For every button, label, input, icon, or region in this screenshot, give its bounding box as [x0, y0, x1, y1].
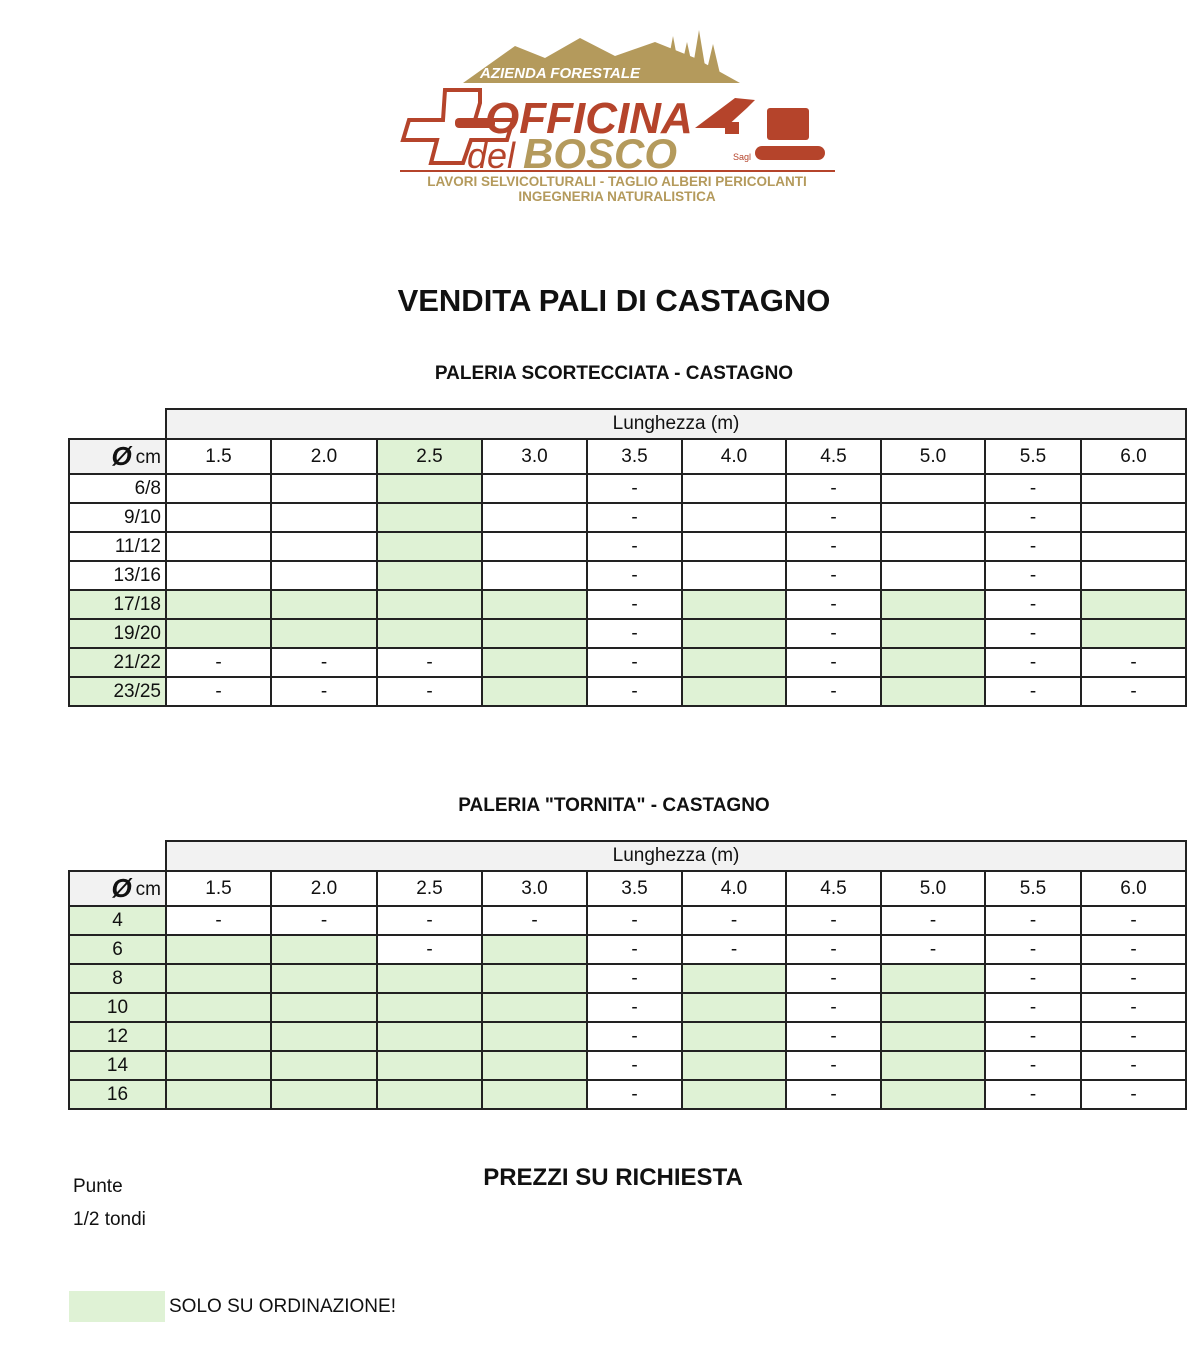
cell-unavailable: -	[587, 993, 682, 1022]
row-diameter-label: 6/8	[69, 474, 166, 503]
cell-empty	[166, 503, 271, 532]
cell-on-order	[166, 993, 271, 1022]
diameter-unit: cm	[135, 879, 161, 900]
cell-empty	[482, 561, 587, 590]
page-title: VENDITA PALI DI CASTAGNO	[397, 283, 831, 318]
cell-on-order	[682, 964, 786, 993]
cell-empty	[482, 474, 587, 503]
column-header: 1.5	[166, 439, 271, 474]
cell-unavailable: -	[166, 648, 271, 677]
cell-unavailable: -	[587, 590, 682, 619]
cell-on-order	[377, 619, 482, 648]
cell-on-order	[377, 993, 482, 1022]
cell-on-order	[682, 590, 786, 619]
logo-line3a: del	[467, 135, 516, 176]
cell-unavailable: -	[985, 532, 1081, 561]
cell-empty	[271, 474, 377, 503]
table2-title: PALERIA "TORNITA" - CASTAGNO	[458, 795, 770, 816]
cell-on-order	[377, 474, 482, 503]
table-row	[69, 677, 1186, 706]
cell-on-order	[271, 590, 377, 619]
cell-on-order	[166, 619, 271, 648]
cell-unavailable: -	[1081, 935, 1186, 964]
cell-unavailable: -	[985, 648, 1081, 677]
cell-unavailable: -	[786, 648, 881, 677]
cell-unavailable: -	[985, 619, 1081, 648]
cell-on-order	[377, 964, 482, 993]
cell-on-order	[482, 935, 587, 964]
cell-empty	[166, 561, 271, 590]
column-header: 5.5	[985, 871, 1081, 906]
cell-on-order	[377, 590, 482, 619]
cell-empty	[482, 503, 587, 532]
logo-line3b: BOSCO	[523, 130, 678, 177]
cell-unavailable: -	[786, 964, 881, 993]
cell-empty	[1081, 532, 1186, 561]
row-diameter-label: 16	[69, 1080, 166, 1109]
row-diameter-label: 12	[69, 1022, 166, 1051]
cell-empty	[682, 503, 786, 532]
table-row	[69, 561, 1186, 590]
cell-unavailable: -	[587, 561, 682, 590]
cell-on-order	[377, 1080, 482, 1109]
cell-unavailable: -	[482, 906, 587, 935]
cell-unavailable: -	[1081, 1080, 1186, 1109]
cell-on-order	[682, 648, 786, 677]
table-row	[69, 619, 1186, 648]
column-header: 5.5	[985, 439, 1081, 474]
cell-on-order	[682, 1022, 786, 1051]
cell-empty	[682, 561, 786, 590]
cell-unavailable: -	[786, 619, 881, 648]
table-row	[69, 906, 1186, 935]
cell-on-order	[377, 1022, 482, 1051]
row-diameter-label: 17/18	[69, 590, 166, 619]
cell-on-order	[482, 677, 587, 706]
note-punte: Punte	[73, 1176, 123, 1197]
cell-empty	[1081, 561, 1186, 590]
cell-unavailable: -	[985, 503, 1081, 532]
cell-unavailable: -	[166, 677, 271, 706]
table-row	[69, 503, 1186, 532]
cell-empty	[881, 561, 985, 590]
cell-unavailable: -	[786, 935, 881, 964]
column-header: 1.5	[166, 871, 271, 906]
diameter-header	[69, 871, 166, 906]
cell-unavailable: -	[587, 677, 682, 706]
logo-sagl: Sagl	[733, 152, 752, 162]
diameter-symbol: Ø	[111, 441, 132, 471]
cell-unavailable: -	[786, 677, 881, 706]
cell-unavailable: -	[271, 677, 377, 706]
cell-unavailable: -	[786, 993, 881, 1022]
cell-on-order	[881, 648, 985, 677]
cell-on-order	[271, 619, 377, 648]
cell-empty	[166, 532, 271, 561]
diameter-header	[69, 439, 166, 474]
row-diameter-label: 19/20	[69, 619, 166, 648]
column-header: 3.0	[482, 439, 587, 474]
cell-unavailable: -	[587, 648, 682, 677]
cell-on-order	[881, 677, 985, 706]
cell-empty	[271, 503, 377, 532]
cell-unavailable: -	[271, 906, 377, 935]
cell-on-order	[881, 1051, 985, 1080]
cell-on-order	[682, 1080, 786, 1109]
cell-unavailable: -	[1081, 677, 1186, 706]
cell-on-order	[482, 590, 587, 619]
cell-on-order	[271, 1022, 377, 1051]
column-header: 6.0	[1081, 439, 1186, 474]
cell-on-order	[271, 1080, 377, 1109]
cell-unavailable: -	[786, 532, 881, 561]
cell-unavailable: -	[985, 590, 1081, 619]
cell-unavailable: -	[587, 964, 682, 993]
cell-empty	[881, 474, 985, 503]
cell-unavailable: -	[377, 648, 482, 677]
cell-unavailable: -	[786, 561, 881, 590]
cell-unavailable: -	[271, 648, 377, 677]
cell-unavailable: -	[786, 1051, 881, 1080]
cell-on-order	[482, 1022, 587, 1051]
cell-on-order	[166, 1080, 271, 1109]
row-diameter-label: 14	[69, 1051, 166, 1080]
price-table-scortecciata	[68, 408, 1187, 707]
column-header: 4.5	[786, 439, 881, 474]
column-header: 5.0	[881, 871, 985, 906]
cell-on-order	[682, 993, 786, 1022]
cell-on-order	[1081, 619, 1186, 648]
cell-empty	[166, 474, 271, 503]
row-diameter-label: 8	[69, 964, 166, 993]
cell-on-order	[682, 1051, 786, 1080]
cell-unavailable: -	[1081, 1022, 1186, 1051]
cell-empty	[1081, 474, 1186, 503]
column-header: 3.5	[587, 871, 682, 906]
cell-on-order	[271, 1051, 377, 1080]
table-row	[69, 590, 1186, 619]
cell-empty	[1081, 503, 1186, 532]
cell-on-order	[166, 1051, 271, 1080]
cell-on-order	[377, 532, 482, 561]
cell-empty	[881, 532, 985, 561]
table-row	[69, 474, 1186, 503]
cell-unavailable: -	[985, 1080, 1081, 1109]
cell-unavailable: -	[881, 906, 985, 935]
cell-unavailable: -	[587, 619, 682, 648]
table-row	[69, 1051, 1186, 1080]
cell-unavailable: -	[682, 906, 786, 935]
logo-line4: LAVORI SELVICOLTURALI - TAGLIO ALBERI PERICOLANTI	[427, 174, 807, 189]
table-row	[69, 532, 1186, 561]
cell-unavailable: -	[786, 1080, 881, 1109]
cell-unavailable: -	[985, 561, 1081, 590]
cell-unavailable: -	[587, 1022, 682, 1051]
cell-on-order	[166, 1022, 271, 1051]
diameter-unit: cm	[135, 447, 161, 468]
cell-unavailable: -	[985, 906, 1081, 935]
cell-unavailable: -	[1081, 648, 1186, 677]
cell-unavailable: -	[985, 1022, 1081, 1051]
cell-unavailable: -	[786, 590, 881, 619]
cell-on-order	[482, 964, 587, 993]
table1-title: PALERIA SCORTECCIATA - CASTAGNO	[434, 363, 794, 384]
column-header: 6.0	[1081, 871, 1186, 906]
logo-line1: AZIENDA FORESTALE	[480, 65, 640, 82]
column-header: 4.5	[786, 871, 881, 906]
cell-unavailable: -	[786, 906, 881, 935]
cell-on-order	[482, 993, 587, 1022]
table-row	[69, 648, 1186, 677]
cell-on-order	[482, 1051, 587, 1080]
column-header: 2.0	[271, 439, 377, 474]
table-row	[69, 1080, 1186, 1109]
cell-on-order	[881, 1080, 985, 1109]
cell-unavailable: -	[985, 474, 1081, 503]
company-logo	[395, 28, 840, 208]
cell-unavailable: -	[377, 677, 482, 706]
cell-unavailable: -	[587, 1080, 682, 1109]
cell-empty	[682, 474, 786, 503]
cell-on-order	[482, 1080, 587, 1109]
price-table-tornita	[68, 840, 1187, 1110]
cell-empty	[881, 503, 985, 532]
cell-unavailable: -	[587, 935, 682, 964]
column-header: 2.5	[377, 871, 482, 906]
cell-unavailable: -	[587, 474, 682, 503]
cell-unavailable: -	[985, 677, 1081, 706]
row-diameter-label: 13/16	[69, 561, 166, 590]
cell-unavailable: -	[587, 503, 682, 532]
header-spacer	[69, 841, 166, 871]
row-diameter-label: 10	[69, 993, 166, 1022]
cell-on-order	[377, 503, 482, 532]
legend-text: SOLO SU ORDINAZIONE!	[169, 1296, 396, 1317]
cell-unavailable: -	[786, 474, 881, 503]
cell-on-order	[881, 619, 985, 648]
cell-unavailable: -	[985, 964, 1081, 993]
column-header: 2.5	[377, 439, 482, 474]
cell-on-order	[1081, 590, 1186, 619]
length-header: Lunghezza (m)	[166, 409, 1186, 439]
cell-unavailable: -	[377, 906, 482, 935]
column-header: 5.0	[881, 439, 985, 474]
table-row	[69, 935, 1186, 964]
legend-swatch	[69, 1291, 165, 1322]
cell-unavailable: -	[786, 1022, 881, 1051]
table-row	[69, 1022, 1186, 1051]
column-header: 2.0	[271, 871, 377, 906]
cell-on-order	[166, 935, 271, 964]
cell-unavailable: -	[587, 906, 682, 935]
cell-unavailable: -	[881, 935, 985, 964]
row-diameter-label: 23/25	[69, 677, 166, 706]
cell-empty	[682, 532, 786, 561]
cell-unavailable: -	[1081, 1051, 1186, 1080]
logo-line2: OFFICINA	[485, 94, 693, 143]
column-header: 4.0	[682, 871, 786, 906]
prices-on-request: PREZZI SU RICHIESTA	[483, 1164, 743, 1191]
logo-line5: INGEGNERIA NATURALISTICA	[518, 189, 716, 204]
row-diameter-label: 21/22	[69, 648, 166, 677]
cell-unavailable: -	[786, 503, 881, 532]
column-header: 3.0	[482, 871, 587, 906]
cell-unavailable: -	[1081, 906, 1186, 935]
header-spacer	[69, 409, 166, 439]
cell-unavailable: -	[377, 935, 482, 964]
cell-empty	[271, 561, 377, 590]
cell-unavailable: -	[587, 1051, 682, 1080]
row-diameter-label: 6	[69, 935, 166, 964]
cell-on-order	[881, 1022, 985, 1051]
cell-on-order	[881, 993, 985, 1022]
table-row	[69, 964, 1186, 993]
cell-on-order	[271, 935, 377, 964]
cell-unavailable: -	[985, 935, 1081, 964]
cell-on-order	[482, 619, 587, 648]
cell-unavailable: -	[985, 993, 1081, 1022]
row-diameter-label: 11/12	[69, 532, 166, 561]
cell-on-order	[482, 648, 587, 677]
column-header: 4.0	[682, 439, 786, 474]
note-tondi: 1/2 tondi	[73, 1209, 146, 1230]
cell-unavailable: -	[682, 935, 786, 964]
cell-empty	[271, 532, 377, 561]
cell-on-order	[271, 993, 377, 1022]
cell-on-order	[377, 561, 482, 590]
cell-on-order	[881, 590, 985, 619]
cell-unavailable: -	[166, 906, 271, 935]
cell-on-order	[682, 619, 786, 648]
column-header: 3.5	[587, 439, 682, 474]
table-row	[69, 993, 1186, 1022]
cell-on-order	[377, 1051, 482, 1080]
diameter-symbol: Ø	[111, 873, 132, 903]
cell-unavailable: -	[1081, 993, 1186, 1022]
cell-unavailable: -	[985, 1051, 1081, 1080]
cell-empty	[482, 532, 587, 561]
cell-on-order	[271, 964, 377, 993]
length-header: Lunghezza (m)	[166, 841, 1186, 871]
cell-on-order	[166, 590, 271, 619]
row-diameter-label: 4	[69, 906, 166, 935]
cell-on-order	[682, 677, 786, 706]
cell-unavailable: -	[587, 532, 682, 561]
cell-unavailable: -	[1081, 964, 1186, 993]
row-diameter-label: 9/10	[69, 503, 166, 532]
cell-on-order	[881, 964, 985, 993]
cell-on-order	[166, 964, 271, 993]
